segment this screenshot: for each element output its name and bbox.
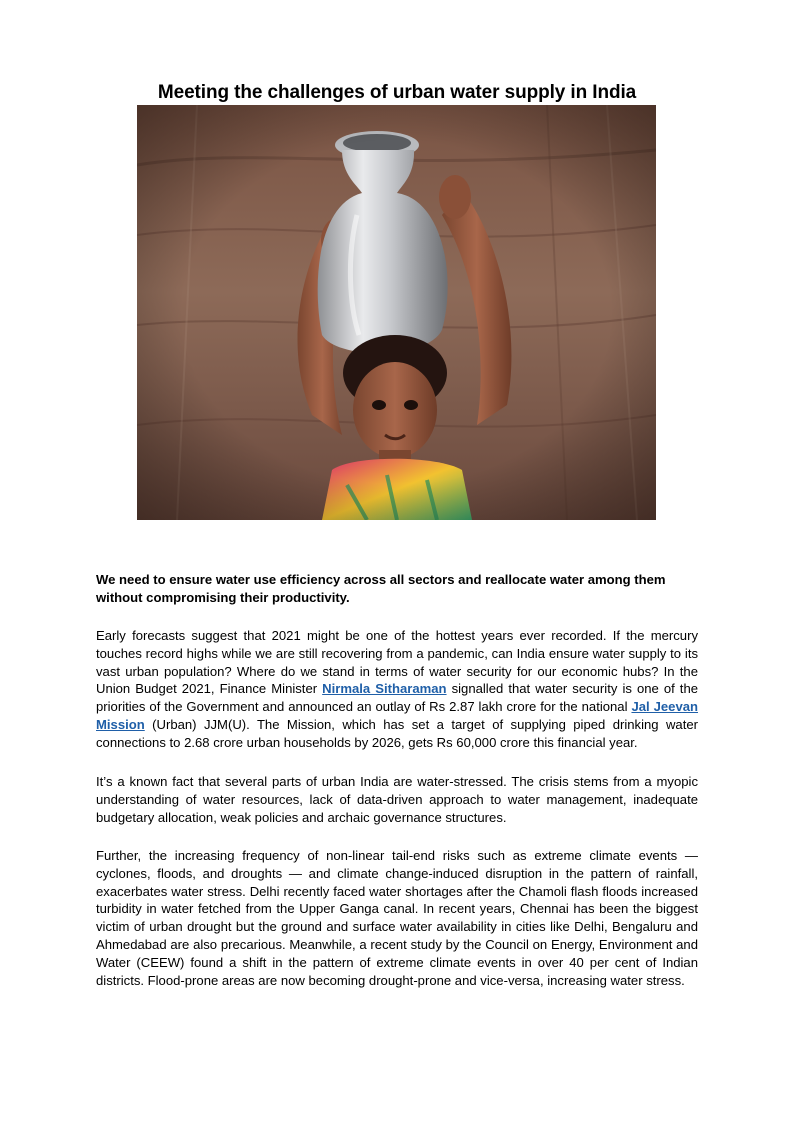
paragraph-text: signalled that water security is one of the priorities of the Government and announced an outlay of Rs 2.87 lakh crore for the national xyxy=(96,681,699,715)
article-title: Meeting the challenges of urban water supply in India xyxy=(157,81,637,103)
article-paragraph xyxy=(96,627,698,752)
article-lead: We need to ensure water use efficiency across all sectors and reallocate water among them without compromising their productivity. xyxy=(96,572,666,605)
paragraph-text: Early forecasts suggest that 2021 might be one of the hottest years ever recorded. If the mercury touches record highs while we are still recovering from a pandemic, can India ensure water supply to its vast urban population? Where do we stand in terms of water security for our economic hubs? In the Union Budget 2021, Finance Minister xyxy=(96,628,698,697)
article-paragraph: It’s a known fact that several parts of urban India are water-stressed. The crisis stems from a myopic understanding of water resources, lack of data-driven approach to water management, inadequate budgetary allocation, weak policies and archaic governance structures. xyxy=(96,774,698,825)
article-paragraph: Further, the increasing frequency of non-linear tail-end risks such as extreme climate events — cyclones, floods, and droughts — and climate change-induced disruption in the pattern of rainfall, exacerbates water stress. Delhi recently faced water shortages after the Chamoli flash floods increased turbidity in water fetched from the Upper Ganga canal. In recent years, Chennai has been the biggest victim of urban drought but the ground and surface water availability in cities like Delhi, Bengaluru and Ahmedabad are also precarious. Meanwhile, a recent study by the Council on Energy, Environment and Water (CEEW) found a shift in the pattern of extreme climate events in over 40 per cent of Indian districts. Flood-prone areas are now becoming drought-prone and vice-versa, increasing water stress. xyxy=(96,848,698,988)
article-photo xyxy=(137,105,656,520)
link-nirmala-sitharaman[interactable]: Nirmala Sitharaman xyxy=(322,681,447,697)
paragraph-text: (Urban) JJM(U). The Mission, which has set a target of supplying piped drinking water connections to 2.68 crore urban households by 2026, gets Rs 60,000 crore this financial year. xyxy=(96,716,698,750)
link-jal-jeevan-mission[interactable]: Jal Jeevan Mission xyxy=(96,699,699,732)
